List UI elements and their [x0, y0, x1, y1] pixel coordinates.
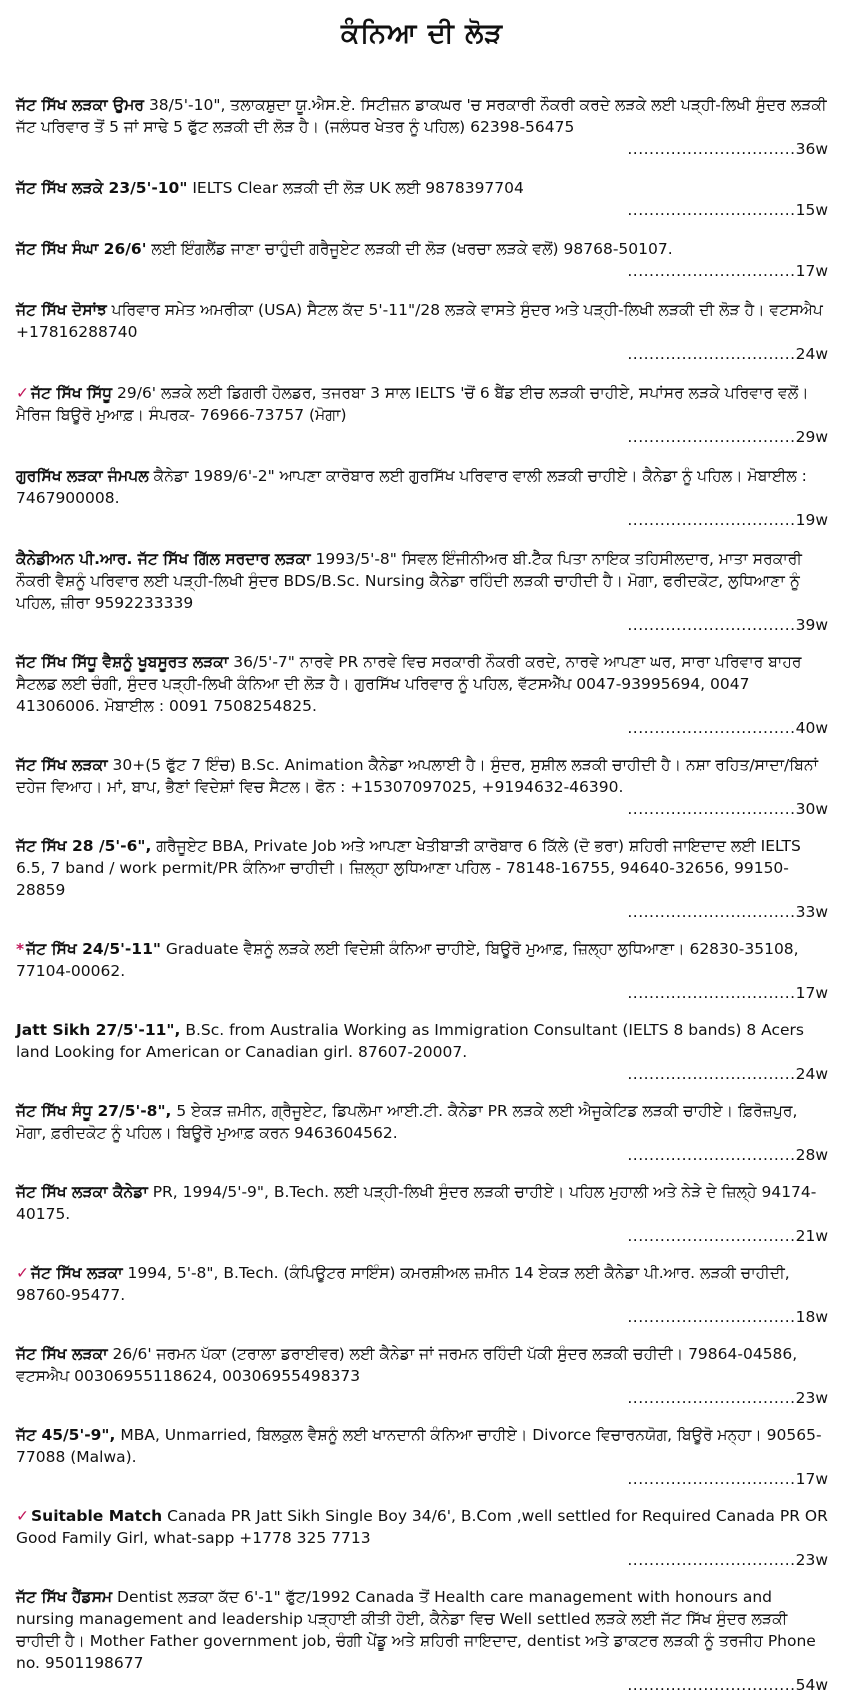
dot-leader: ...............................	[627, 511, 796, 529]
ad-reference-row	[16, 1306, 828, 1328]
ad-text	[16, 177, 828, 199]
ad-reference-code: 36w	[795, 140, 828, 158]
ad-lead: ਜੱਟ ਸਿੱਖ ਸਿੱਧੂ ਵੈਸ਼ਨੂੰ ਖੂਬਸੂਰਤ ਲੜਕਾ	[16, 653, 229, 671]
ad-lead: ਗੁਰਸਿੱਖ ਲੜਕਾ ਜੰਮਪਲ	[16, 467, 149, 485]
ad-body: ਗਰੈਜੂਏਟ BBA, Private Job ਅਤੇ ਆਪਣਾ ਖੇਤੀਬਾੜੀ ਕਾਰੋਬਾਰ 6 ਕਿੱਲੇ (ਦੋ ਭਰਾ) ਸ਼ਹਿਰੀ ਜਾਇਦਾਦ ਲਈ IELTS 6.5, 7 band / work permit/PR ਕੰਨਿਆ ਚਾਹੀਦੀ। ਜ਼ਿਲ੍ਹਾ ਲੁਧਿਆਣਾ ਪਹਿਲ - 78148-16755, 94640-32656, 99150-28859	[16, 837, 801, 899]
ad-reference-code: 24w	[795, 345, 828, 363]
ad-reference-row	[16, 1674, 828, 1696]
ad-text	[16, 465, 828, 509]
ad-reference-code: 17w	[795, 1470, 828, 1488]
ad-body: Canada PR Jatt Sikh Single Boy 34/6', B.Com ,well settled for Required Canada PR OR Good Family Girl, what-sapp +1778 325 7713	[16, 1507, 828, 1547]
ad-lead: Suitable Match	[31, 1507, 163, 1525]
ad-body: 38/5'-10", ਤਲਾਕਸ਼ੁਦਾ ਯੂ.ਐਸ.ਏ. ਸਿਟੀਜ਼ਨ ਡਾਕਘਰ 'ਚ ਸਰਕਾਰੀ ਨੌਕਰੀ ਕਰਦੇ ਲੜਕੇ ਲਈ ਪੜ੍ਹੀ-ਲਿਖੀ ਸੁੰਦਰ ਲੜਕੀ ਜੱਟ ਪਰਿਵਾਰ ਤੋਂ 5 ਜਾਂ ਸਾਢੇ 5 ਫੁੱਟ ਲੜਕੀ ਦੀ ਲੋੜ ਹੈ। (ਜਲੰਧਰ ਖੇਤਰ ਨੂੰ ਪਹਿਲ) 62398-56475	[16, 96, 827, 136]
ad-text	[16, 1181, 828, 1225]
ad-text	[16, 1586, 828, 1674]
ad-reference-row	[16, 1144, 828, 1166]
ad-lead: ਜੱਟ ਸਿੱਖ ਲੜਕਾ ਕੈਨੇਡਾ	[16, 1183, 148, 1201]
ad-reference-row	[16, 798, 828, 820]
dot-leader: ...............................	[627, 719, 796, 737]
ad-text	[16, 754, 828, 798]
ad-reference-row	[16, 982, 828, 1004]
ad-entry	[16, 1019, 828, 1085]
ad-lead: ਜੱਟ ਸਿੱਖ 28 /5'-6",	[16, 837, 152, 855]
ad-lead: ਜੱਟ ਸਿੱਖ ਦੋਸਾਂਝ	[16, 301, 107, 319]
ad-entry	[16, 94, 828, 160]
ad-reference-code: 39w	[795, 616, 828, 634]
ad-body: Dentist ਲੜਕਾ ਕੱਦ 6'-1" ਫੁੱਟ/1992 Canada ਤੋਂ Health care management with honours and nursing management and leadership ਪੜ੍ਹਾਈ ਕੀਤੀ ਹੋਈ, ਕੈਨੇਡਾ ਵਿਚ Well settled ਲੜਕੇ ਲਈ ਜੱਟ ਸਿੱਖ ਸੁੰਦਰ ਲੜਕੀ ਚਾਹੀਦੀ ਹੈ। Mother Father government job, ਚੰਗੀ ਪੇਂਡੂ ਅਤੇ ਸ਼ਹਿਰੀ ਜਾਇਦਾਦ, dentist ਅਤੇ ਡਾਕਟਰ ਲੜਕੀ ਨੂੰ ਤਰਜੀਹ Phone no. 9501198677	[16, 1588, 816, 1672]
ad-body: ਲਈ ਇੰਗਲੈਂਡ ਜਾਣਾ ਚਾਹੁੰਦੀ ਗਰੈਜੂਏਟ ਲੜਕੀ ਦੀ ਲੋੜ (ਖਰਚਾ ਲੜਕੇ ਵਲੋਂ) 98768-50107.	[146, 240, 673, 258]
ad-reference-code: 15w	[795, 201, 828, 219]
dot-leader: ...............................	[627, 201, 796, 219]
ad-reference-code: 30w	[795, 800, 828, 818]
ad-body: 36/5'-7" ਨਾਰਵੇ PR ਨਾਰਵੇ ਵਿਚ ਸਰਕਾਰੀ ਨੌਕਰੀ ਕਰਦੇ, ਨਾਰਵੇ ਆਪਣਾ ਘਰ, ਸਾਰਾ ਪਰਿਵਾਰ ਬਾਹਰ ਸੈਟਲਡ ਲਈ ਚੰਗੀ, ਸੁੰਦਰ ਪੜ੍ਹੀ-ਲਿਖੀ ਕੰਨਿਆ ਦੀ ਲੋੜ ਹੈ। ਗੁਰਸਿੱਖ ਪਰਿਵਾਰ ਨੂੰ ਪਹਿਲ, ਵੱਟਸਐੱਪ 0047-93995694, 0047 41306006. ਮੋਬਾਈਲ : 0091 7508254825.	[16, 653, 802, 715]
ad-entry	[16, 1424, 828, 1490]
ad-text	[16, 938, 828, 982]
dot-leader: ...............................	[627, 1389, 796, 1407]
ad-entry	[16, 1586, 828, 1696]
ad-reference-row	[16, 199, 828, 221]
ad-entry	[16, 238, 828, 282]
ad-text	[16, 1343, 828, 1387]
ad-entry	[16, 177, 828, 221]
ad-reference-code: 54w	[795, 1676, 828, 1694]
ad-reference-row	[16, 1468, 828, 1490]
ad-lead: ਜੱਟ ਸਿੱਖ ਸਿੱਧੂ	[31, 384, 113, 402]
ad-text	[16, 651, 828, 717]
ad-reference-code: 23w	[795, 1389, 828, 1407]
ad-reference-code: 29w	[795, 428, 828, 446]
check-mark-icon: ✓	[16, 1507, 29, 1525]
ad-body: ਕੈਨੇਡਾ 1989/6'-2" ਆਪਣਾ ਕਾਰੋਬਾਰ ਲਈ ਗੁਰਸਿੱਖ ਪਰਿਵਾਰ ਵਾਲੀ ਲੜਕੀ ਚਾਹੀਏ। ਕੈਨੇਡਾ ਨੂੰ ਪਹਿਲ। ਮੋਬਾਈਲ : 7467900008.	[16, 467, 807, 507]
ad-lead: ਜੱਟ ਸਿੱਖ 24/5'-11"	[26, 940, 161, 958]
ad-reference-code: 21w	[795, 1227, 828, 1245]
ad-body: Graduate ਵੈਸ਼ਨੂੰ ਲੜਕੇ ਲਈ ਵਿਦੇਸ਼ੀ ਕੰਨਿਆ ਚਾਹੀਏ, ਬਿਊਰੋ ਮੁਆਫ਼, ਜ਼ਿਲ੍ਹਾ ਲੁਧਿਆਣਾ। 62830-35108, 77104-00062.	[16, 940, 799, 980]
dot-leader: ...............................	[627, 800, 796, 818]
dot-leader: ...............................	[627, 262, 796, 280]
ad-text	[16, 548, 828, 614]
ad-reference-code: 33w	[795, 903, 828, 921]
page-title: ਕੰਨਿਆ ਦੀ ਲੋੜ	[340, 18, 504, 49]
ad-body: MBA, Unmarried, ਬਿਲਕੁਲ ਵੈਸ਼ਨੂੰ ਲਈ ਖਾਨਦਾਨੀ ਕੰਨਿਆ ਚਾਹੀਏ। Divorce ਵਿਚਾਰਨਯੋਗ, ਬਿਊਰੋ ਮਨ੍ਹਾ। 90565-77088 (Malwa).	[16, 1426, 822, 1466]
ad-text	[16, 382, 828, 426]
ad-text	[16, 1505, 828, 1549]
ad-lead: ਜੱਟ ਸਿੱਖ ਸੰਘਾ 26/6'	[16, 240, 147, 258]
ad-body: 1994, 5'-8", B.Tech. (ਕੰਪਿਊਟਰ ਸਾਇੰਸ) ਕਮਰਸ਼ੀਅਲ ਜ਼ਮੀਨ 14 ਏਕੜ ਲਈ ਕੈਨੇਡਾ ਪੀ.ਆਰ. ਲੜਕੀ ਚਾਹੀਦੀ, 98760-95477.	[16, 1264, 790, 1304]
dot-leader: ...............................	[627, 1227, 796, 1245]
ad-text	[16, 1019, 828, 1063]
dot-leader: ...............................	[627, 1470, 796, 1488]
ad-entry	[16, 754, 828, 820]
dot-leader: ...............................	[627, 984, 796, 1002]
ad-entry	[16, 1100, 828, 1166]
ad-text	[16, 1100, 828, 1144]
ad-lead: ਜੱਟ ਸਿੱਖ ਲੜਕਾ ਉਮਰ	[16, 96, 145, 114]
dot-leader: ...............................	[627, 140, 796, 158]
ad-entry	[16, 465, 828, 531]
ad-reference-code: 28w	[795, 1146, 828, 1164]
ad-text	[16, 299, 828, 343]
ad-lead: ਜੱਟ ਸਿੱਖ ਹੈਂਡਸਮ	[16, 1588, 113, 1606]
ad-lead: ਜੱਟ ਸਿੱਖ ਲੜਕਾ	[16, 756, 108, 774]
ad-reference-row	[16, 260, 828, 282]
ad-reference-row	[16, 138, 828, 160]
ad-reference-row	[16, 717, 828, 739]
dot-leader: ...............................	[627, 1065, 796, 1083]
ad-text	[16, 238, 828, 260]
ad-lead: ਜੱਟ ਸਿੱਖ ਸੰਧੂ 27/5'-8",	[16, 1102, 172, 1120]
ad-entry	[16, 1181, 828, 1247]
ad-reference-row	[16, 901, 828, 923]
ad-body: 26/6' ਜਰਮਨ ਪੱਕਾ (ਟਰਾਲਾ ਡਰਾਈਵਰ) ਲਈ ਕੈਨੇਡਾ ਜਾਂ ਜਰਮਨ ਰਹਿੰਦੀ ਪੱਕੀ ਸੁੰਦਰ ਲੜਕੀ ਚਹੀਦੀ। 79864-04586, ਵਟਸਐਪ 00306955118624, 00306955498373	[16, 1345, 798, 1385]
check-mark-icon: ✓	[16, 1264, 29, 1282]
ad-text	[16, 835, 828, 901]
ad-reference-row	[16, 343, 828, 365]
ad-reference-row	[16, 1225, 828, 1247]
ad-reference-code: 40w	[795, 719, 828, 737]
ad-text	[16, 1262, 828, 1306]
ad-entry	[16, 938, 828, 1004]
ads-list	[16, 94, 828, 1696]
dot-leader: ...............................	[627, 903, 796, 921]
ad-reference-code: 17w	[795, 262, 828, 280]
ad-lead: ਕੈਨੇਡੀਅਨ ਪੀ.ਆਰ. ਜੱਟ ਸਿੱਖ ਗਿੱਲ ਸਰਦਾਰ ਲੜਕਾ	[16, 550, 311, 568]
ad-body: ਪਰਿਵਾਰ ਸਮੇਤ ਅਮਰੀਕਾ (USA) ਸੈਟਲ ਕੱਦ 5'-11"/28 ਲੜਕੇ ਵਾਸਤੇ ਸੁੰਦਰ ਅਤੇ ਪੜ੍ਹੀ-ਲਿਖੀ ਲੜਕੀ ਦੀ ਲੋੜ ਹੈ। ਵਟਸਐਪ +17816288740	[16, 301, 823, 341]
ad-text	[16, 1424, 828, 1468]
ad-entry	[16, 299, 828, 365]
ad-reference-code: 18w	[795, 1308, 828, 1326]
ad-entry	[16, 1505, 828, 1571]
ad-reference-row	[16, 1387, 828, 1409]
dot-leader: ...............................	[627, 1308, 796, 1326]
dot-leader: ...............................	[627, 1676, 796, 1694]
dot-leader: ...............................	[627, 616, 796, 634]
ad-entry	[16, 548, 828, 636]
ad-lead: Jatt Sikh 27/5'-11",	[16, 1021, 181, 1039]
ad-reference-row	[16, 1063, 828, 1085]
dot-leader: ...............................	[627, 345, 796, 363]
ad-reference-row	[16, 509, 828, 531]
ad-entry	[16, 835, 828, 923]
ad-body: 1993/5'-8" ਸਿਵਲ ਇੰਜੀਨੀਅਰ ਬੀ.ਟੈੱਕ ਪਿਤਾ ਨਾਇਕ ਤਹਿਸੀਲਦਾਰ, ਮਾਤਾ ਸਰਕਾਰੀ ਨੌਕਰੀ ਵੈਸ਼ਨੂੰ ਪਰਿਵਾਰ ਲਈ ਪੜ੍ਹੀ-ਲਿਖੀ ਸੁੰਦਰ BDS/B.Sc. Nursing ਕੈਨੇਡਾ ਰਹਿੰਦੀ ਲੜਕੀ ਚਾਹੀਦੀ ਹੈ। ਮੋਗਾ, ਫਰੀਦਕੋਟ, ਲੁਧਿਆਣਾ ਨੂੰ ਪਹਿਲ, ਜ਼ੀਰਾ 9592233339	[16, 550, 802, 612]
ad-entry	[16, 1262, 828, 1328]
ad-reference-row	[16, 614, 828, 636]
ad-reference-code: 24w	[795, 1065, 828, 1083]
ad-body: B.Sc. from Australia Working as Immigration Consultant (IELTS 8 bands) 8 Acers land Looking for American or Canadian girl. 87607-20007.	[16, 1021, 804, 1061]
check-mark-icon: ✓	[16, 384, 29, 402]
ad-entry	[16, 651, 828, 739]
ad-body: 5 ਏਕੜ ਜ਼ਮੀਨ, ਗ੍ਰੈਜੂਏਟ, ਡਿਪਲੋਮਾ ਆਈ.ਟੀ. ਕੈਨੇਡਾ PR ਲੜਕੇ ਲਈ ਐਜੂਕੇਟਿਡ ਲੜਕੀ ਚਾਹੀਏ। ਫ਼ਿਰੋਜ਼ਪੁਰ, ਮੋਗਾ, ਫ਼ਰੀਦਕੋਟ ਨੂੰ ਪਹਿਲ। ਬਿਊਰੋ ਮੁਆਫ਼ ਕਰਨ 9463604562.	[16, 1102, 798, 1142]
ad-lead: ਜੱਟ ਸਿੱਖ ਲੜਕੇ 23/5'-10"	[16, 179, 188, 197]
dot-leader: ...............................	[627, 428, 796, 446]
ad-lead: ਜੱਟ ਸਿੱਖ ਲੜਕਾ	[16, 1345, 108, 1363]
ad-reference-row	[16, 1549, 828, 1571]
dot-leader: ...............................	[627, 1146, 796, 1164]
ad-lead: ਜੱਟ 45/5'-9",	[16, 1426, 116, 1444]
ad-lead: ਜੱਟ ਸਿੱਖ ਲੜਕਾ	[31, 1264, 123, 1282]
ad-reference-row	[16, 426, 828, 448]
ad-entry	[16, 1343, 828, 1409]
ad-reference-code: 17w	[795, 984, 828, 1002]
ad-body: 30+(5 ਫੁੱਟ 7 ਇੰਚ) B.Sc. Animation ਕੈਨੇਡਾ ਅਪਲਾਈ ਹੈ। ਸੁੰਦਰ, ਸੁਸ਼ੀਲ ਲੜਕੀ ਚਾਹੀਦੀ ਹੈ। ਨਸ਼ਾ ਰਹਿਤ/ਸਾਦਾ/ਬਿਨਾਂ ਦਹੇਜ ਵਿਆਹ। ਮਾਂ, ਬਾਪ, ਭੈਣਾਂ ਵਿਦੇਸ਼ਾਂ ਵਿਚ ਸੈਟਲ। ਫੋਨ : +15307097025, +9194632-46390.	[16, 756, 818, 796]
ad-reference-code: 19w	[795, 511, 828, 529]
dot-leader: ...............................	[627, 1551, 796, 1569]
ad-body: PR, 1994/5'-9", B.Tech. ਲਈ ਪੜ੍ਹੀ-ਲਿਖੀ ਸੁੰਦਰ ਲੜਕੀ ਚਾਹੀਏ। ਪਹਿਲ ਮੁਹਾਲੀ ਅਤੇ ਨੇੜੇ ਦੇ ਜ਼ਿਲ੍ਹੇ 94174-40175.	[16, 1183, 817, 1223]
ad-text	[16, 94, 828, 138]
ad-entry	[16, 382, 828, 448]
ad-reference-code: 23w	[795, 1551, 828, 1569]
asterisk-mark: *	[16, 940, 25, 958]
ad-body: 29/6' ਲੜਕੇ ਲਈ ਡਿਗਰੀ ਹੋਲਡਰ, ਤਜਰਬਾ 3 ਸਾਲ IELTS 'ਚੋਂ 6 ਬੈਂਡ ਈਚ ਲੜਕੀ ਚਾਹੀਏ, ਸਪਾਂਸਰ ਲੜਕੇ ਪਰਿਵਾਰ ਵਲੋਂ। ਮੈਰਿਜ ਬਿਊਰੋ ਮੁਆਫ਼। ਸੰਪਰਕ- 76966-73757 (ਮੋਗਾ)	[16, 384, 809, 424]
ad-body: IELTS Clear ਲੜਕੀ ਦੀ ਲੋੜ UK ਲਈ 9878397704	[187, 179, 524, 197]
